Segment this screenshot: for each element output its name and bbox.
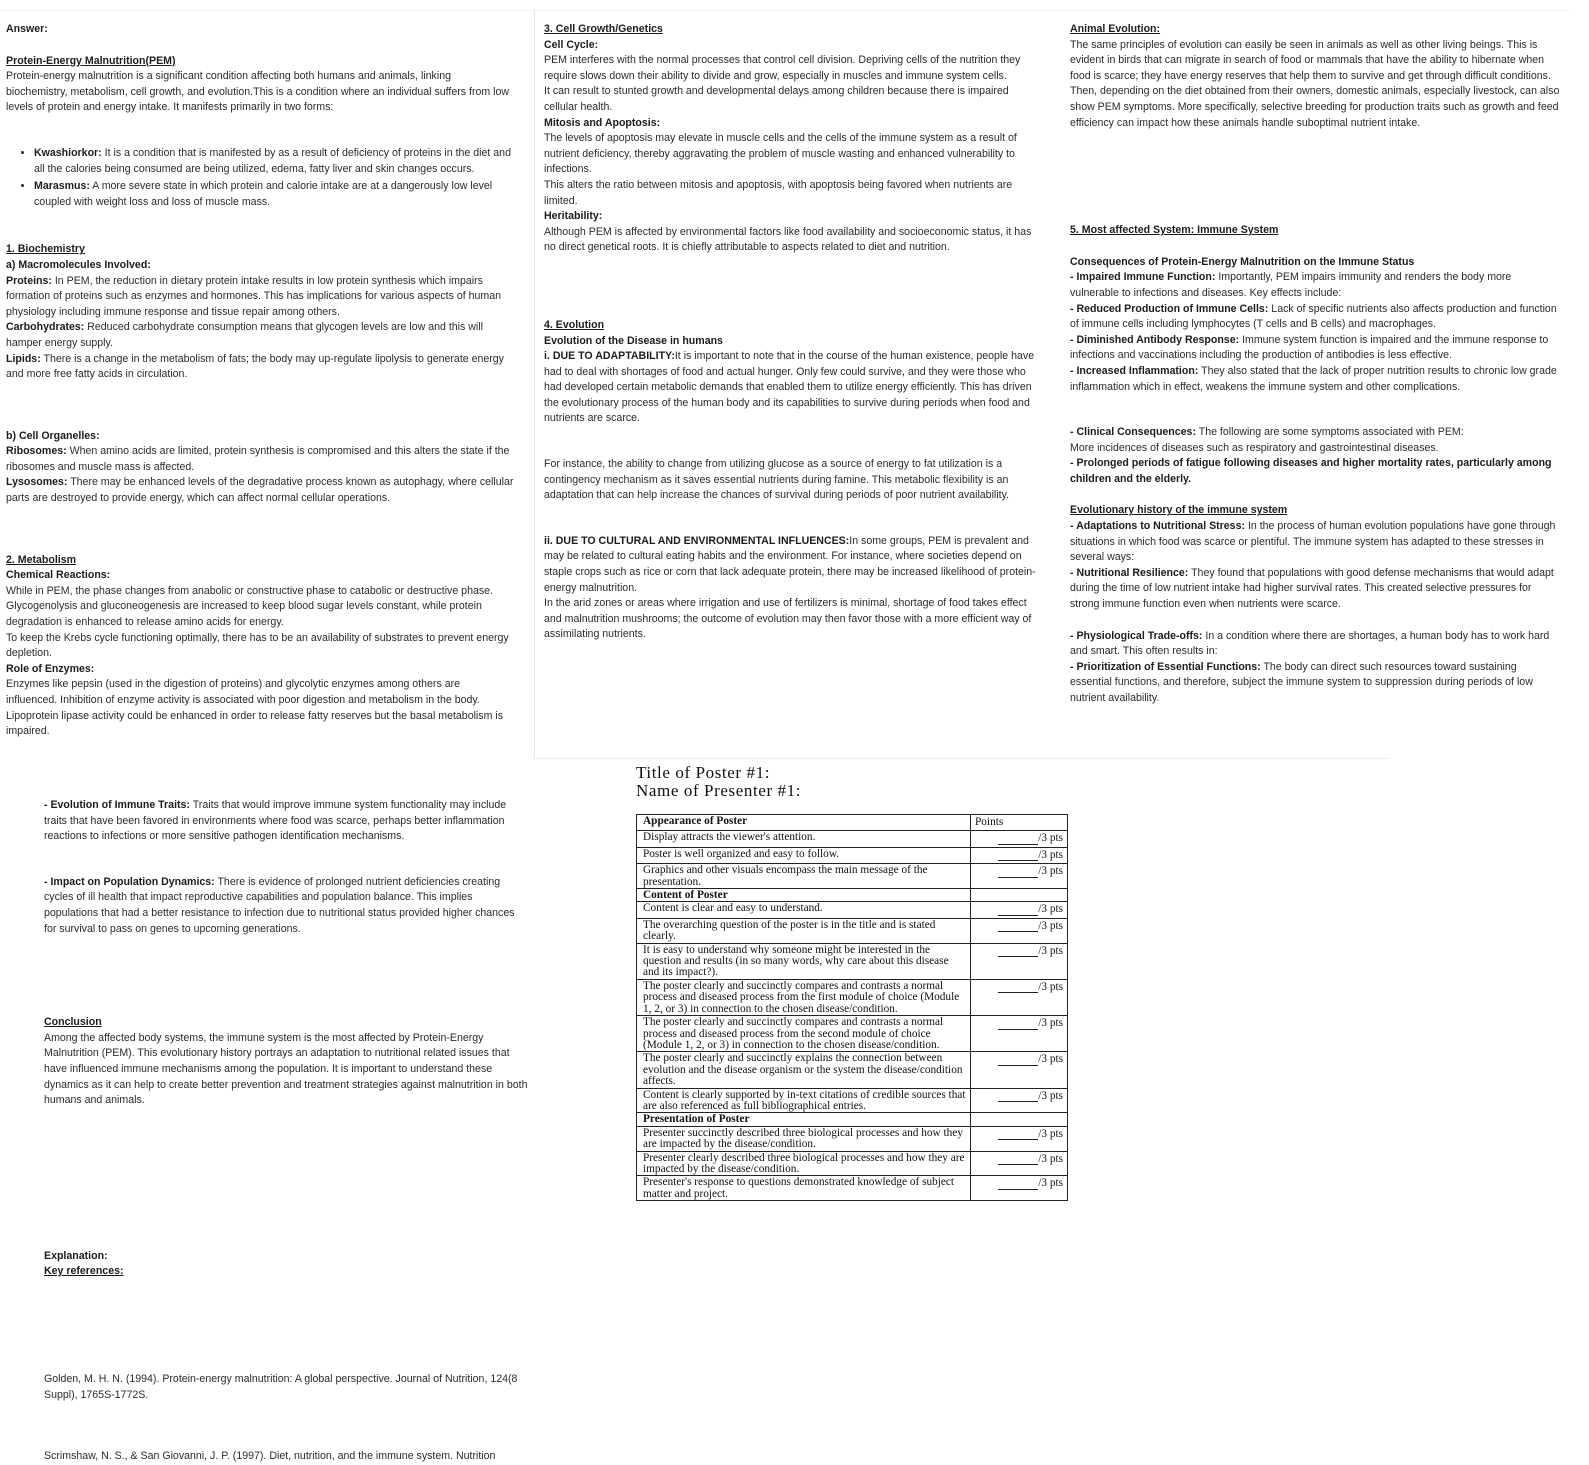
reduced-paragraph: - Reduced Production of Immune Cells: Lack of specific nutrients also affects production and function of immune cells including lymphocytes (T cells and B cells) and macrophages. [1070, 302, 1557, 331]
rubric-criterion: Graphics and other visuals encompass the main message of the presentation. [637, 864, 971, 889]
points-cell: /3 pts [971, 1052, 1068, 1088]
points-cell: /3 pts [971, 1151, 1068, 1176]
table-row [637, 815, 1068, 831]
rubric-criterion: Content is clearly supported by in-text citations of credible sources that are also referenced as full bibliographical entries. [637, 1088, 971, 1113]
proteins-paragraph: Proteins: In PEM, the reduction in dietary protein intake results in low protein synthesis which impairs formation of proteins such as enzymes and hormones. This has implications for various aspects of human physiology including immune response and tissue repair among others. [6, 274, 502, 318]
mitosis-paragraph-1: The levels of apoptosis may elevate in muscle cells and the cells of the immune system as a result of nutrient deficiency, thereby aggravating the problem of muscle wasting and enhanced vulnerability to infections. [544, 132, 1017, 176]
ribosomes-paragraph: Ribosomes: When amino acids are limited, protein synthesis is compromised and this alters the state if the ribosomes and muscle mass is affected. [6, 445, 510, 473]
answer-label: Answer: [6, 23, 48, 35]
evolutionary-history-heading: Evolutionary history of the immune system [1070, 504, 1288, 517]
chemical-reactions-heading: Chemical Reactions: [6, 569, 111, 582]
list-item: • Kwashiorkor: It is a condition that is manifested by as a result of deficiency of proteins in the diet and all the calories being consumed are being utilized, edema, fatty liver and skin changes occurs. [34, 146, 514, 177]
table-row [637, 889, 1068, 902]
impaired-paragraph: - Impaired Immune Function: Importantly, PEM impairs immunity and renders the body more vulnerable to infections and diseases. Key effects include: [1070, 271, 1512, 299]
content-section-header: Content of Poster [637, 889, 971, 902]
table-row [637, 979, 1068, 1015]
points-cell: /3 pts [971, 847, 1068, 863]
cycle-paragraph-1: PEM interferes with the normal processes that control cell division. Depriving cells of the nutrition they require slows down their ability to divide and grow, especially in muscles and immune system cells. [544, 54, 1021, 82]
rubric-criterion: The poster clearly and succinctly compares and contrasts a normal process and diseased process from the second module of choice (Module 1, 2, or 3) in connection to the chosen disease/condition. [637, 1016, 971, 1052]
table-row [637, 847, 1068, 863]
evolution-subheading: Evolution of the Disease in humans [544, 334, 723, 347]
population-dynamics-paragraph: - Impact on Population Dynamics: There is evidence of prolonged nutrient deficiencies creating cycles of ill health that impact reproductive capabilities and population balance. This implies populations that had a better resistance to infection due to nutritional status provided higher chances for survival to pass on genes to upcoming generations. [44, 875, 515, 935]
animal-paragraph-1: The same principles of evolution can easily be seen in animals as well as other living beings. This is evident in birds that can migrate in search of food or mammals that have the ability to hibernate when food is scarce; they have energy reserves that help them to survive and get through difficult conditions. [1070, 38, 1551, 82]
enzymes-paragraph-1: Enzymes like pepsin (used in the digestion of proteins) and glycolytic enzymes among others are influenced. Inhibition of enzyme activity is associated with poor digestion and metabolism in the body. [6, 678, 480, 706]
table-row [637, 1088, 1068, 1113]
poster-rubric [636, 764, 1072, 1201]
reference-1: Golden, M. H. N. (1994). Protein-energy malnutrition: A global perspective. Journal of Nutrition, 124(8 Suppl), 1765S-1772S. [44, 1372, 518, 1401]
immune-system-heading: 5. Most affected System: Immune System [1070, 224, 1279, 237]
table-row [637, 1113, 1068, 1126]
chem-paragraph-2: To keep the Krebs cycle functioning optimally, there has to be an availability of substrates to prevent energy depletion. [6, 631, 509, 660]
rubric-criterion: Content is clear and easy to understand. [637, 902, 971, 918]
rubric-criterion: Presenter succinctly described three biological processes and how they are impacted by the disease/condition. [637, 1126, 971, 1151]
mitosis-paragraph-2: This alters the ratio between mitosis and apoptosis, with apoptosis being favored when nutrients are limited. [544, 178, 1013, 207]
cell-cycle-heading: Cell Cycle: [544, 38, 599, 51]
list-item: • Marasmus: A more severe state in which protein and calorie intake are at a dangerously low level coupled with weight loss and loss of muscle mass. [34, 179, 514, 210]
points-cell: /3 pts [971, 864, 1068, 889]
rubric-criterion: It is easy to understand why someone might be interested in the question and results (in so many words, why care about this disease and its impact?). [637, 943, 971, 979]
points-cell: /3 pts [971, 1176, 1068, 1201]
cultural-paragraph: ii. DUE TO CULTURAL AND ENVIRONMENTAL INFLUENCES:In some groups, PEM is prevalent and may be related to cultural eating habits and the environment. For instance, where societies depend on staple crops such as rice or corn that lack adequate protein, there may be increased likelihood of protein-energy malnutrition. [544, 534, 1036, 594]
points-cell: /3 pts [971, 831, 1068, 847]
points-cell: /3 pts [971, 1088, 1068, 1113]
points-cell: /3 pts [971, 943, 1068, 979]
cell-growth-heading: 3. Cell Growth/Genetics [544, 23, 663, 35]
resilience-paragraph: - Nutritional Resilience: They found that populations with good defense mechanisms that would adapt during the time of low nutrient intake had higher survival rates. This created selective pressures for strong immune function even when nutrients were scarce. [1070, 566, 1554, 611]
organelles-heading: b) Cell Organelles: [6, 429, 100, 442]
explanation-label: Explanation: [44, 1249, 108, 1262]
points-cell: /3 pts [971, 1016, 1068, 1052]
instance-paragraph: For instance, the ability to change from utilizing glucose as a source of energy to fat utilization is a contingency mechanism as it saves essential nutrients during famine. This metabolic flexibility is an adaptation that can help increase the chances of survival during periods of poor nutrient availability. [544, 458, 1010, 502]
top-divider [0, 10, 1570, 11]
conclusion-heading: Conclusion [44, 1016, 102, 1029]
rubric-table [636, 814, 1068, 1201]
table-row [637, 1052, 1068, 1088]
horizontal-divider [534, 758, 1389, 759]
points-cell: /3 pts [971, 979, 1068, 1015]
presenter-name-line: Name of Presenter #1: [636, 781, 802, 800]
macromolecules-heading: a) Macromolecules Involved: [6, 258, 151, 271]
metabolism-heading: 2. Metabolism [6, 553, 77, 566]
heritability-heading: Heritability: [544, 210, 603, 223]
mitosis-heading: Mitosis and Apoptosis: [544, 116, 661, 129]
table-row [637, 831, 1068, 847]
rubric-criterion: The poster clearly and succinctly compares and contrasts a normal process and diseased process from the first module of choice (Module 1, 2, or 3) in connection to the chosen disease/condition. [637, 979, 971, 1015]
rubric-criterion: Poster is well organized and easy to follow. [637, 847, 971, 863]
table-row [637, 864, 1068, 889]
appearance-header: Appearance of Poster [637, 815, 971, 831]
enzymes-paragraph-2: Lipoprotein lipase activity could be enhanced in order to release fatty reserves but the basal metabolism is impaired. [6, 709, 504, 738]
table-row [637, 1176, 1068, 1201]
animal-paragraph-2: Then, depending on the diet obtained from their owners, domestic animals, especially livestock, can also show PEM symptoms. More specifically, selective breeding for production traits such as growth and feed efficiency can impact how these animals handle suboptimal nutrient intake. [1070, 85, 1560, 129]
rubric-criterion: The poster clearly and succinctly explains the connection between evolution and the disease organism or the system the disease/condition affects. [637, 1052, 971, 1088]
column-middle-top [544, 22, 1042, 643]
points-cell: /3 pts [971, 918, 1068, 943]
rubric-criterion: Presenter's response to questions demonstrated knowledge of subject matter and project. [637, 1176, 971, 1201]
cycle-paragraph-2: It can result to stunted growth and developmental delays among children because there is impaired cellular health. [544, 85, 1009, 113]
clinical-paragraph: - Clinical Consequences: The following are some symptoms associated with PEM: [1070, 426, 1464, 439]
table-row [637, 918, 1068, 943]
column-left-bottom [44, 798, 529, 1465]
chem-paragraph-1: While in PEM, the phase changes from anabolic or constructive phase to catabolic or destructive phase. Glycogenolysis and gluconeogenesis are increased to keep blood sugar levels constant, while protein degradation is enhanced to release amino acids for energy. [6, 584, 493, 629]
adaptability-paragraph: i. DUE TO ADAPTABILITY:It is important to note that in the course of the human existence, people have had to deal with shortages of food and actual hunger. Only few could survive, and they were those who had developed certain metabolic demands that enabled them to utilize energy efficiently. This has driven the evolutionary process of the human body and its capabilities to survive during periods when food and nutrients are scarce. [544, 350, 1035, 425]
pem-forms-list [6, 146, 514, 210]
carbs-paragraph: Carbohydrates: Reduced carbohydrate consumption means that glycogen levels are low and this will hamper energy supply. [6, 321, 483, 349]
lipids-paragraph: Lipids: There is a change in the metabolism of fats; the body may up-regulate lipolysis to generate energy and more free fatty acids in circulation. [6, 352, 504, 381]
poster-title-line: Title of Poster #1: [636, 763, 771, 782]
reference-2: Scrimshaw, N. S., & San Giovanni, J. P. (1997). Diet, nutrition, and the immune system. Nutrition [44, 1450, 496, 1463]
clinical-paragraph-2: More incidences of diseases such as respiratory and gastrointestinal diseases. [1070, 441, 1439, 454]
presentation-section-header: Presentation of Poster [637, 1113, 971, 1126]
rubric-criterion: The overarching question of the poster is in the title and is stated clearly. [637, 918, 971, 943]
arid-paragraph: In the arid zones or areas where irrigation and use of fertilizers is minimal, shortage of food takes effect and malnutrition mushrooms; the outcome of evolution may then favor those with a more efficient way of assimilating nutrients. [544, 597, 1032, 641]
table-row [637, 902, 1068, 918]
immune-traits-paragraph: - Evolution of Immune Traits: Traits that would improve immune system functionality may include traits that have been favored in environments where food was scarce, perhaps better inflammation reactions to infections or more sensitive pathogen identification mechanisms. [44, 799, 507, 843]
table-row [637, 943, 1068, 979]
column-divider [534, 10, 535, 758]
points-cell: /3 pts [971, 902, 1068, 918]
enzymes-heading: Role of Enzymes: [6, 662, 95, 675]
rubric-criterion: Presenter clearly described three biological processes and how they are impacted by the disease/condition. [637, 1151, 971, 1176]
table-row [637, 1016, 1068, 1052]
pem-intro: Protein-energy malnutrition is a significant condition affecting both humans and animals, linking biochemistry, metabolism, cell growth, and evolution.This is a condition where an individual suffers from low levels of protein and energy intake. It manifests primarily in two forms: [6, 70, 510, 114]
evolution-heading: 4. Evolution [544, 318, 605, 331]
column-left-top [6, 22, 514, 740]
table-row [637, 1151, 1068, 1176]
animal-evolution-heading: Animal Evolution: [1070, 23, 1161, 35]
table-row [637, 1126, 1068, 1151]
points-header: Points [971, 815, 1068, 831]
antibody-paragraph: - Diminished Antibody Response: Immune system function is impaired and the immune response to infections and vaccinations including the production of antibodies is less effective. [1070, 333, 1549, 362]
conclusion-paragraph: Among the affected body systems, the immune system is the most affected by Protein-Energy Malnutrition (PEM). This evolutionary history portrays an adaptation to nutritional related issues that have influenced immune mechanisms among the population. It is important to understand these dynamics as it can help to create better prevention and treatment strategies against malnutrition in both humans and animals. [44, 1031, 528, 1107]
rubric-criterion: Display attracts the viewer's attention. [637, 831, 971, 847]
heritability-paragraph: Although PEM is affected by environmental factors like food availability and socioeconomic status, it has no direct genetical roots. It is chiefly attributable to aspects related to diet and nutrition. [544, 225, 1032, 254]
fatigue-paragraph: - Prolonged periods of fatigue following diseases and higher mortality rates, particularly among children and the elderly. [1070, 457, 1552, 485]
points-cell: /3 pts [971, 1126, 1068, 1151]
tradeoffs-paragraph: - Physiological Trade-offs: In a condition where there are shortages, a human body has to work hard and smart. This often results in: [1070, 629, 1550, 658]
prioritization-paragraph: - Prioritization of Essential Functions: The body can direct such resources toward sustaining essential functions, and therefore, subject the immune system to suppression during periods of low nutrient availability. [1070, 660, 1533, 704]
consequences-heading: Consequences of Protein-Energy Malnutrition on the Immune Status [1070, 255, 1415, 268]
pem-heading: Protein-Energy Malnutrition(PEM) [6, 54, 176, 67]
biochemistry-heading: 1. Biochemistry [6, 243, 85, 256]
lysosomes-paragraph: Lysosomes: There may be enhanced levels of the degradative process known as autophagy, where cellular parts are destroyed to provide energy, which can affect normal cellular operations. [6, 476, 514, 505]
inflammation-paragraph: - Increased Inflammation: They also stated that the lack of proper nutrition results to chronic low grade inflammation which in effect, weakens the immune system and other complications. [1070, 364, 1557, 393]
references-heading: Key references: [44, 1265, 124, 1278]
column-right-top [1070, 22, 1560, 707]
adaptations-paragraph: - Adaptations to Nutritional Stress: In the process of human evolution populations have gone through situations in which food was scarce or plentiful. The immune system has adapted to these stresses in several ways: [1070, 520, 1556, 564]
